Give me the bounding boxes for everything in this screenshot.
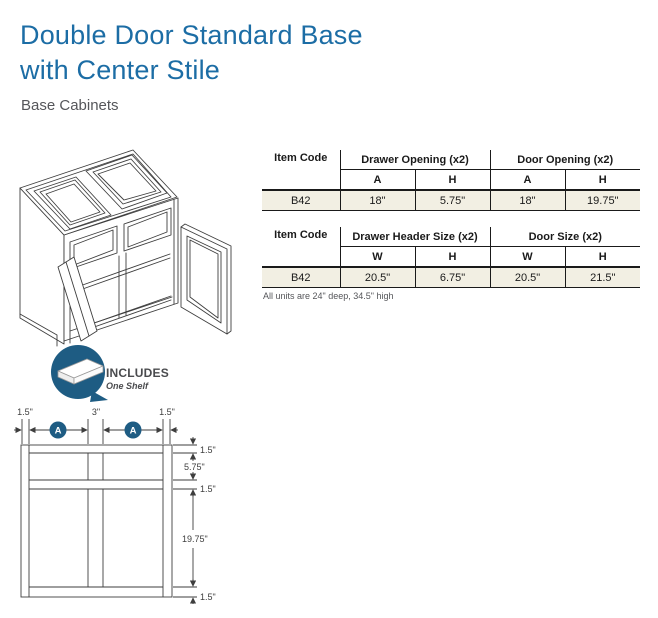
- dim-top-rail: 1.5": [200, 445, 216, 455]
- value-cell: 18": [340, 190, 415, 211]
- sub-header: W: [490, 247, 565, 268]
- dim-right-stile: 1.5": [159, 407, 175, 417]
- cabinet-isometric-drawing: [8, 133, 258, 365]
- dim-left-stile: 1.5": [17, 407, 33, 417]
- sub-header: A: [490, 170, 565, 191]
- col-header-door-size: Door Size (x2): [490, 227, 640, 247]
- size-spec-table: [262, 227, 640, 288]
- dimension-diagram: [12, 405, 240, 615]
- page-title-line1: Double Door Standard Base: [20, 20, 363, 50]
- sub-header: H: [598, 250, 607, 263]
- includes-detail: One Shelf: [106, 381, 149, 391]
- col-header-item-code: Item Code: [262, 150, 340, 190]
- sub-header: A: [340, 170, 415, 191]
- item-code-cell: B42: [262, 190, 340, 211]
- value-cell: 6.75": [415, 267, 490, 288]
- page-title: [20, 18, 363, 88]
- value-cell: 21.5": [565, 267, 640, 288]
- page-title-line2: with Center Stile: [20, 55, 220, 85]
- speech-tail: [90, 391, 108, 402]
- includes-badge-text: [106, 366, 169, 391]
- value-cell: 20.5": [340, 267, 415, 288]
- col-header-item-code: Item Code: [262, 227, 340, 267]
- sub-header: H: [415, 247, 490, 268]
- dim-center-stile: 3": [91, 407, 101, 417]
- opening-spec-table: [262, 150, 640, 211]
- dim-bottom-rail: 1.5": [200, 592, 216, 602]
- table-row: [262, 190, 640, 211]
- units-footnote: All units are 24" deep, 34.5" high: [263, 291, 394, 301]
- value-cell: 20.5": [490, 267, 565, 288]
- item-code-cell: B42: [262, 267, 340, 288]
- sub-header: H: [415, 170, 490, 191]
- page-subtitle: Base Cabinets: [21, 97, 119, 114]
- center-stile: [88, 453, 103, 587]
- dim-drawer-height: 5.75": [184, 462, 205, 472]
- col-header-door-opening: Door Opening (x2): [490, 150, 640, 170]
- table-row: [262, 267, 640, 288]
- value-cell: 19.75": [565, 190, 640, 211]
- open-door-right: [181, 227, 227, 334]
- sub-header: H: [598, 173, 607, 186]
- opening-a-letter: A: [54, 425, 62, 437]
- value-cell: 5.75": [415, 190, 490, 211]
- face-frame-outline: [21, 445, 172, 597]
- opening-a-letter: A: [129, 425, 137, 437]
- includes-label: INCLUDES: [106, 366, 169, 380]
- col-header-drawer-header-size: Drawer Header Size (x2): [340, 227, 490, 247]
- value-cell: 18": [490, 190, 565, 211]
- sub-header: W: [340, 247, 415, 268]
- col-header-drawer-opening: Drawer Opening (x2): [340, 150, 490, 170]
- dim-door-height: 19.75": [182, 534, 208, 544]
- dim-mid-rail: 1.5": [200, 484, 216, 494]
